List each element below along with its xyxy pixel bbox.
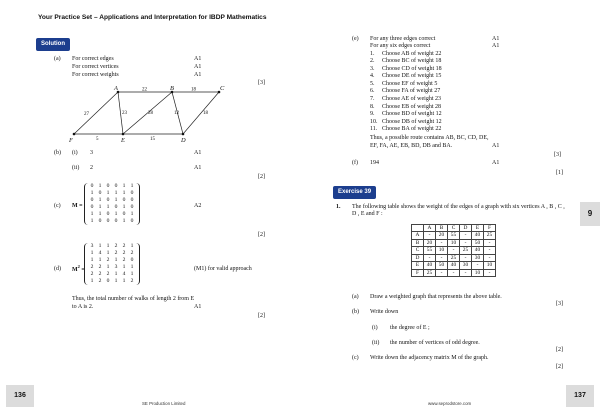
matrix-m: 0 1 0 0 1 1 1 0 1 1 1 0 0 1 0 1 0 0 0 1 1 0 1 0 1 1 0 1 0 1 1 0 0 0 1 0 <box>84 183 140 225</box>
part-a-label: (a) <box>54 56 61 62</box>
q-a-total: [3] <box>556 301 563 307</box>
weights-table <box>411 224 496 277</box>
page-header-title: Your Practice Set – Applications and Interpretation for IBDP Mathematics <box>38 14 267 21</box>
part-d-total: [2] <box>258 313 265 319</box>
weighted-graph <box>66 86 226 146</box>
part-e-route-2: EF, FA, AE, EB, BD, DB and BA. <box>370 143 453 149</box>
step-11: 11. Choose BA of weight 22 <box>370 126 442 133</box>
part-d-conclusion-1: Thus, the total number of walks of length 2 from E <box>72 296 195 302</box>
matrix-m-squared: 3 1 1 2 2 1 1 4 1 2 2 2 1 1 2 1 2 0 2 2 1 3 1 1 2 2 2 1 4 1 1 2 0 1 1 2 <box>84 243 140 285</box>
table-row: E 40 50 40 30 - 10 <box>412 262 496 269</box>
step-7: 7. Choose AE of weight 23 <box>370 96 441 103</box>
table-row: D - - 25 - 30 - <box>412 254 496 261</box>
q-a-label: (a) <box>352 294 359 300</box>
part-d-mark: A1 <box>194 304 202 310</box>
part-d-method: (M1) for valid approach <box>194 266 252 272</box>
part-e-mark-1: A1 <box>492 36 500 42</box>
table-row: B 20 - 10 - 50 - <box>412 239 496 246</box>
part-b-i-label: (i) <box>72 150 78 156</box>
vertex-c-label: C <box>220 86 225 92</box>
part-e-total: [3] <box>554 152 561 158</box>
weight-be: 28 <box>148 111 153 116</box>
part-b-ii-value: 2 <box>90 165 93 171</box>
q-b-total: [2] <box>556 347 563 353</box>
edge-af <box>74 92 118 134</box>
step-10: 10. Choose DB of weight 12 <box>370 118 442 125</box>
solution-badge: Solution <box>36 38 70 51</box>
part-f-total: [1] <box>556 170 563 176</box>
table-row: C 55 10 - 25 40 - <box>412 247 496 254</box>
step-2: 2. Choose BC of weight 18 <box>370 58 442 65</box>
q-b-i-text: the degree of E ; <box>390 325 430 331</box>
step-list <box>370 51 442 135</box>
weight-cd: 18 <box>203 111 208 116</box>
part-b-ii-label: (ii) <box>72 165 80 171</box>
weight-ed: 15 <box>150 137 155 142</box>
part-a-line-2: For correct vertices <box>72 64 119 70</box>
part-b-total: [2] <box>258 174 265 180</box>
part-e-label: (e) <box>352 36 359 42</box>
step-4: 4. Choose DE of weight 15 <box>370 73 442 80</box>
part-e-route-1: Thus, a possible route contains AB, BC, CD, DE, <box>370 135 489 141</box>
step-1: 1. Choose AB of weight 22 <box>370 50 442 57</box>
part-b-i-value: 3 <box>90 150 93 156</box>
weight-bc: 18 <box>191 87 196 93</box>
part-f-mark: A1 <box>492 160 500 166</box>
part-c-label: (c) <box>54 203 61 209</box>
weight-fe: 5 <box>96 137 99 142</box>
part-d-label: (d) <box>54 266 61 272</box>
q-b-i-label: (i) <box>372 325 378 331</box>
vertex-d-label: D <box>181 137 186 144</box>
step-8: 8. Choose EB of weight 28 <box>370 103 441 110</box>
q-b-label: (b) <box>352 309 359 315</box>
part-f-label: (f) <box>352 160 358 166</box>
table-header-row: A B C D E F <box>412 225 496 232</box>
question-text-2: D , E and F : <box>352 211 383 217</box>
page-number-right: 137 <box>566 385 594 407</box>
part-a-mark-2: A1 <box>194 64 202 70</box>
part-b-ii-mark: A1 <box>194 165 202 171</box>
page-number-left: 136 <box>6 385 34 407</box>
table-row: A - 20 55 - 40 25 <box>412 232 496 239</box>
q-c-total: [2] <box>556 364 563 370</box>
matrix-m2-symbol: $M^2$ = <box>72 264 85 273</box>
part-c-mark: A2 <box>194 203 202 209</box>
step-9: 9. Choose BD of weight 12 <box>370 111 442 118</box>
part-e-line-1: For any three edges correct <box>370 36 436 42</box>
part-a-mark-1: A1 <box>194 56 202 62</box>
matrix-m-symbol: M = <box>72 203 83 209</box>
matrix-m2-exponent: 2 <box>77 264 80 269</box>
part-e-mark-2: A1 <box>492 43 500 49</box>
footer-website: www.seprodstore.com <box>428 401 472 406</box>
q-b-text: Write down <box>370 309 399 315</box>
part-a-line-1: For correct edges <box>72 56 114 62</box>
q-b-ii-label: (ii) <box>372 340 380 346</box>
step-3: 3. Choose CD of weight 18 <box>370 65 442 72</box>
vertex-f-label: F <box>69 137 73 144</box>
weight-af: 27 <box>84 112 89 117</box>
vertex-e-label: E <box>121 137 125 144</box>
part-b-i-mark: A1 <box>194 150 202 156</box>
part-f-value: 194 <box>370 160 379 166</box>
part-b-label: (b) <box>54 150 61 156</box>
edge-cd <box>183 92 219 134</box>
exercise-badge: Exercise 39 <box>333 186 376 199</box>
vertex-b-label: B <box>170 86 174 92</box>
weight-ab: 22 <box>142 87 147 93</box>
chapter-side-tab: 9 <box>580 202 600 226</box>
part-a-line-3: For correct weights <box>72 72 119 78</box>
q-b-ii-text: the number of vertices of odd degree. <box>390 340 480 346</box>
part-c-total: [2] <box>258 232 265 238</box>
vertex-a-label: A <box>114 86 118 92</box>
question-number: 1. <box>336 204 341 210</box>
q-a-text: Draw a weighted graph that represents the above table. <box>370 294 502 300</box>
table-row: F 25 - - - 10 - <box>412 269 496 276</box>
weight-bd: 12 <box>174 111 179 116</box>
part-e-route-mark: A1 <box>492 143 500 149</box>
weight-ae: 23 <box>122 111 127 116</box>
part-a-total: [3] <box>258 80 265 86</box>
step-6: 6. Choose FA of weight 27 <box>370 88 441 95</box>
part-d-conclusion-2: to A is 2. <box>72 304 94 310</box>
part-a-mark-3: A1 <box>194 72 202 78</box>
step-5: 5. Choose EF of weight 5 <box>370 80 438 87</box>
question-text-1: The following table shows the weight of the edges of a graph with six vertices A , B , C , <box>352 204 565 210</box>
q-c-label: (c) <box>352 355 359 361</box>
q-c-text: Write down the adjacency matrix M of the graph. <box>370 355 489 361</box>
footer-publisher: SE Production Limited <box>142 401 186 406</box>
part-e-line-2: For any six edges correct <box>370 43 431 49</box>
